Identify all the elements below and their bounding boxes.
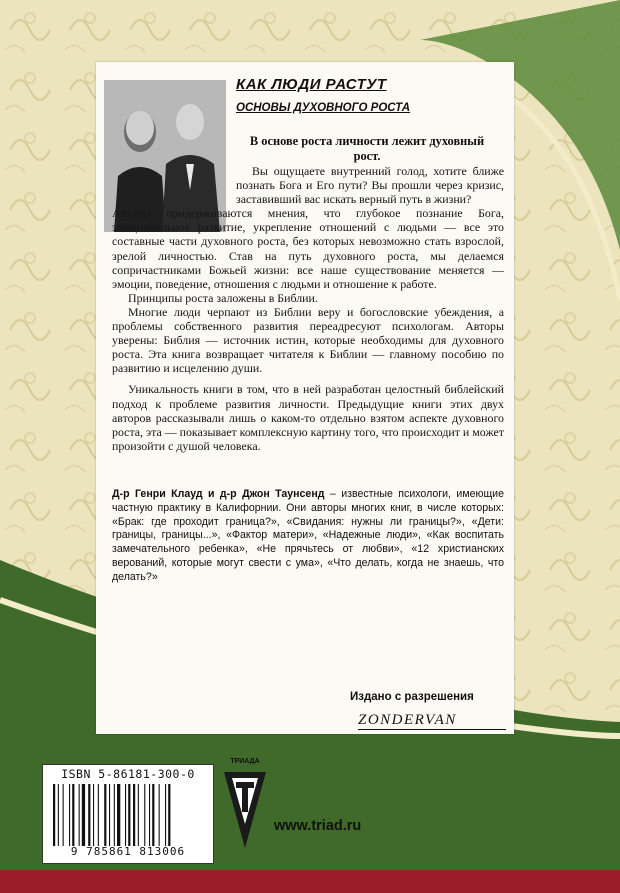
zondervan-logo: ZONDERVAN (358, 712, 506, 730)
book-title: КАК ЛЮДИ РАСТУТ (236, 76, 387, 93)
paragraph-1: Вы ощущаете внутренний голод, хотите ближе познать Бога и Его пути? Вы прошли через кризис, заставивший вас искать верный путь в жизни? (236, 164, 504, 207)
author-bio-text: – известные психологи, имеющие частную практику в Калифорнии. Они авторы многих книг, в числе которых: «Брак: где проходит граница?», «Свидания: нужны ли границы?», «Дети: границы, границы...», «Фактор матери», «Надежные люди», «Как воспитать замечательного ребенка», «Не прячьтесь от любви», «12 христианских верований, которые могут свести с ума», «Что делать, когда не знаешь, что делать?» (112, 488, 504, 583)
paragraph-4: Уникальность книги в том, что в ней разработан целостный библейский подход к проблеме развития личности. Предыдущие книги этих двух авторов рассказывали лишь о каком-то отдельно взятом аспекте духовного роста, эта — показывает комплексную картину того, что происходит и может произойти с душой человека. (112, 382, 504, 453)
barcode-number: 9 785861 813006 (70, 845, 186, 858)
publisher-logo-label: ТРИАДА (230, 758, 260, 765)
triada-logo-icon (220, 760, 270, 852)
publisher-website: www.triad.ru (274, 818, 362, 834)
permission-note: Издано с разрешения (350, 691, 474, 703)
isbn: ISBN 5-86181-300-0 (61, 767, 195, 781)
author-names: Д-р Генри Клауд и д-р Джон Таунсенд (112, 488, 325, 500)
authors-bio (112, 488, 504, 585)
paragraph-2: Принципы роста заложены в Библии. (128, 290, 318, 305)
book-subtitle: ОСНОВЫ ДУХОВНОГО РОСТА (236, 102, 411, 114)
paragraph-3: Многие люди черпают из Библии веру и богословские убеждения, а проблемы собственного развития переадресуют психологам. Авторы уверены: Библия — источник истин, которые необходимы для духовного роста. Эта книга возвращает читателя к Библии — главному пособию по развитию и исцелению души. (112, 304, 504, 376)
barcode-box (42, 764, 214, 864)
paragraph-1-continued: Авторы придерживаются мнения, что глубокое познание Бога, эмоциональное развитие, укрепление отношений с людьми — все это составные части духовного роста, без которых невозможно стать взрослой, зрелой личностью. Став на путь духовного роста, мы делаемся сопричастниками Божьей жизни: все наше существование меняется — эмоции, поведение, отношения с людьми и отношение к работе. (112, 206, 504, 291)
barcode-icon (51, 784, 205, 846)
lead-statement: В основе роста личности лежит духовный рост. (249, 134, 485, 163)
description (112, 164, 504, 453)
